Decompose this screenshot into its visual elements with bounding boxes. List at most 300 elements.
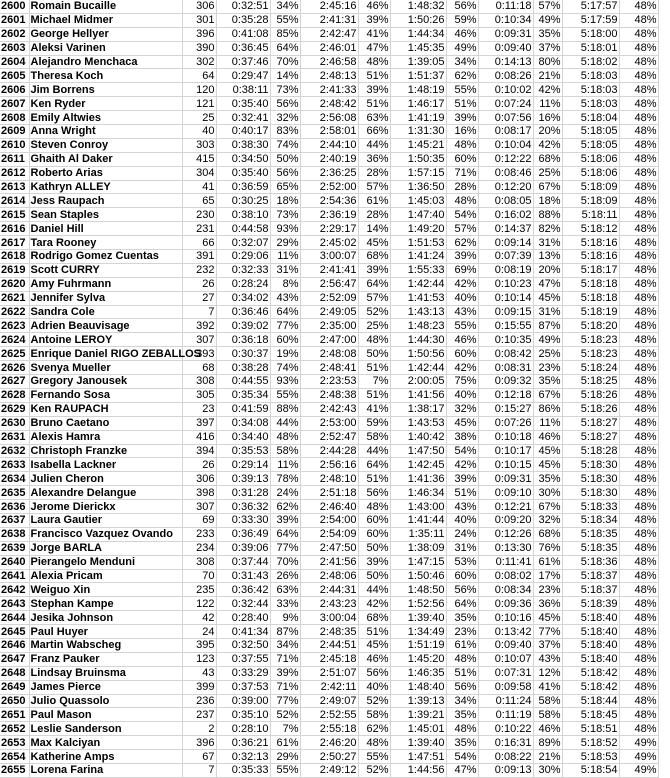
bike-pct-cell: 61% (358, 194, 390, 208)
total-time-cell: 5:18:37 (562, 583, 619, 597)
total-time-cell: 5:18:01 (562, 41, 619, 55)
bib-cell: 41 (182, 180, 216, 194)
bib-cell: 70 (182, 569, 216, 583)
total-time-cell: 5:18:16 (562, 250, 619, 264)
total-pct-cell: 48% (619, 250, 658, 264)
bike-pct-cell: 63% (358, 111, 390, 125)
rank-cell: 2601 (0, 13, 29, 27)
run-pct-cell: 47% (446, 763, 478, 777)
swim-pct-cell: 32% (270, 111, 300, 125)
total-time-cell: 5:18:05 (562, 125, 619, 139)
bike-time-cell: 2:48:10 (300, 472, 358, 486)
total-pct-cell: 48% (619, 375, 658, 389)
table-row (0, 513, 658, 527)
table-row (0, 486, 658, 500)
run-time-cell: 1:41:56 (390, 388, 446, 402)
name-cell: Alexis Hamra (29, 430, 182, 444)
bib-cell: 7 (182, 763, 216, 777)
total-pct-cell: 48% (619, 333, 658, 347)
bib-cell: 301 (182, 13, 216, 27)
total-pct-cell: 48% (619, 69, 658, 83)
swim-pct-cell: 31% (270, 263, 300, 277)
bike-time-cell: 2:44:31 (300, 583, 358, 597)
rank-cell: 2639 (0, 541, 29, 555)
transition-time-cell: 0:11:18 (478, 0, 533, 13)
table-row (0, 375, 658, 389)
swim-pct-cell: 77% (270, 694, 300, 708)
run-pct-cell: 39% (446, 250, 478, 264)
bike-time-cell: 2:23:53 (300, 375, 358, 389)
bib-cell: 396 (182, 736, 216, 750)
run-time-cell: 1:48:23 (390, 319, 446, 333)
total-pct-cell: 48% (619, 680, 658, 694)
bike-pct-cell: 50% (358, 541, 390, 555)
bike-time-cell: 2:43:23 (300, 597, 358, 611)
swim-time-cell: 0:39:06 (216, 541, 270, 555)
total-pct-cell: 48% (619, 555, 658, 569)
bike-pct-cell: 39% (358, 555, 390, 569)
transition-time-cell: 0:08:46 (478, 166, 533, 180)
run-pct-cell: 42% (446, 277, 478, 291)
swim-time-cell: 0:37:46 (216, 55, 270, 69)
swim-pct-cell: 18% (270, 194, 300, 208)
run-pct-cell: 54% (446, 208, 478, 222)
name-cell: Paul Mason (29, 708, 182, 722)
swim-time-cell: 0:35:40 (216, 97, 270, 111)
total-time-cell: 5:18:09 (562, 180, 619, 194)
swim-pct-cell: 78% (270, 472, 300, 486)
table-row (0, 250, 658, 264)
rank-cell: 2650 (0, 694, 29, 708)
swim-pct-cell: 93% (270, 375, 300, 389)
name-cell: Jess Raupach (29, 194, 182, 208)
table-row (0, 13, 658, 27)
swim-pct-cell: 61% (270, 736, 300, 750)
table-row (0, 347, 658, 361)
swim-pct-cell: 56% (270, 166, 300, 180)
total-pct-cell: 48% (619, 361, 658, 375)
swim-time-cell: 0:29:14 (216, 458, 270, 472)
run-time-cell: 1:46:35 (390, 666, 446, 680)
bike-pct-cell: 36% (358, 152, 390, 166)
bike-time-cell: 2:42:43 (300, 402, 358, 416)
bike-time-cell: 2:36:19 (300, 208, 358, 222)
total-time-cell: 5:18:42 (562, 666, 619, 680)
bike-time-cell: 2:46:01 (300, 41, 358, 55)
run-time-cell: 1:45:21 (390, 138, 446, 152)
transition-pct-cell: 13% (533, 250, 562, 264)
name-cell: Daniel Hill (29, 222, 182, 236)
transition-time-cell: 0:15:55 (478, 319, 533, 333)
transition-time-cell: 0:07:26 (478, 416, 533, 430)
bib-cell: 237 (182, 708, 216, 722)
transition-pct-cell: 86% (533, 402, 562, 416)
table-row (0, 416, 658, 430)
bike-pct-cell: 56% (358, 666, 390, 680)
bike-pct-cell: 39% (358, 13, 390, 27)
bike-pct-cell: 48% (358, 333, 390, 347)
swim-time-cell: 0:32:41 (216, 111, 270, 125)
swim-pct-cell: 50% (270, 152, 300, 166)
bib-cell: 25 (182, 111, 216, 125)
transition-time-cell: 0:07:24 (478, 97, 533, 111)
table-row (0, 666, 658, 680)
transition-pct-cell: 49% (533, 333, 562, 347)
swim-pct-cell: 70% (270, 55, 300, 69)
swim-time-cell: 0:44:55 (216, 375, 270, 389)
rank-cell: 2620 (0, 277, 29, 291)
run-time-cell: 1:43:13 (390, 305, 446, 319)
name-cell: Lindsay Bruinsma (29, 666, 182, 680)
rank-cell: 2649 (0, 680, 29, 694)
swim-time-cell: 0:36:45 (216, 41, 270, 55)
run-pct-cell: 46% (446, 27, 478, 41)
run-time-cell: 1:34:49 (390, 625, 446, 639)
transition-pct-cell: 18% (533, 194, 562, 208)
name-cell: Jim Borrens (29, 83, 182, 97)
swim-pct-cell: 77% (270, 319, 300, 333)
bike-time-cell: 2:41:41 (300, 263, 358, 277)
bib-cell: 26 (182, 458, 216, 472)
transition-time-cell: 0:09:15 (478, 305, 533, 319)
run-pct-cell: 55% (446, 319, 478, 333)
total-pct-cell: 48% (619, 208, 658, 222)
bib-cell: 308 (182, 375, 216, 389)
bib-cell: 23 (182, 402, 216, 416)
bike-pct-cell: 25% (358, 319, 390, 333)
bib-cell: 231 (182, 222, 216, 236)
name-cell: Ken Ryder (29, 97, 182, 111)
bike-time-cell: 2:51:07 (300, 666, 358, 680)
total-pct-cell: 49% (619, 736, 658, 750)
run-pct-cell: 31% (446, 541, 478, 555)
run-time-cell: 1:43:53 (390, 416, 446, 430)
transition-pct-cell: 67% (533, 180, 562, 194)
bike-pct-cell: 28% (358, 208, 390, 222)
total-pct-cell: 48% (619, 402, 658, 416)
bike-pct-cell: 58% (358, 430, 390, 444)
run-time-cell: 1:41:44 (390, 513, 446, 527)
table-row (0, 55, 658, 69)
table-row (0, 361, 658, 375)
swim-time-cell: 0:36:42 (216, 583, 270, 597)
bike-pct-cell: 47% (358, 41, 390, 55)
rank-cell: 2641 (0, 569, 29, 583)
total-pct-cell: 48% (619, 513, 658, 527)
name-cell: Katherine Amps (29, 750, 182, 764)
table-row (0, 138, 658, 152)
swim-pct-cell: 29% (270, 236, 300, 250)
transition-pct-cell: 45% (533, 458, 562, 472)
total-pct-cell: 48% (619, 166, 658, 180)
bike-pct-cell: 44% (358, 583, 390, 597)
transition-time-cell: 0:10:18 (478, 430, 533, 444)
name-cell: Enrique Daniel RIGO ZEBALLOS (30, 347, 202, 360)
name-cell: Michael Midmer (29, 13, 182, 27)
swim-time-cell: 0:28:40 (216, 611, 270, 625)
swim-pct-cell: 58% (270, 444, 300, 458)
swim-time-cell: 0:31:43 (216, 569, 270, 583)
swim-time-cell: 0:41:59 (216, 402, 270, 416)
total-pct-cell: 48% (619, 277, 658, 291)
swim-time-cell: 0:41:08 (216, 27, 270, 41)
run-pct-cell: 48% (446, 194, 478, 208)
bike-pct-cell: 52% (358, 763, 390, 777)
total-pct-cell: 48% (619, 611, 658, 625)
rank-cell: 2647 (0, 652, 29, 666)
bike-pct-cell: 39% (358, 263, 390, 277)
name-cell: Sean Staples (29, 208, 182, 222)
transition-time-cell: 0:09:31 (478, 27, 533, 41)
bib-cell: 64 (182, 69, 216, 83)
transition-time-cell: 0:08:26 (478, 69, 533, 83)
run-time-cell: 1:42:44 (390, 277, 446, 291)
bike-pct-cell: 50% (358, 569, 390, 583)
bike-pct-cell: 7% (358, 375, 390, 389)
name-cell: Roberto Arias (29, 166, 182, 180)
total-pct-cell: 48% (619, 222, 658, 236)
swim-time-cell: 0:34:08 (216, 416, 270, 430)
run-time-cell: 1:48:32 (390, 0, 446, 13)
table-row (0, 291, 658, 305)
transition-pct-cell: 42% (533, 83, 562, 97)
swim-time-cell: 0:36:59 (216, 180, 270, 194)
swim-time-cell: 0:28:10 (216, 722, 270, 736)
swim-time-cell: 0:30:37 (216, 347, 270, 361)
rank-cell: 2631 (0, 430, 29, 444)
total-time-cell: 5:18:20 (562, 319, 619, 333)
transition-time-cell: 0:08:34 (478, 583, 533, 597)
bike-pct-cell: 52% (358, 305, 390, 319)
total-time-cell: 5:18:25 (562, 375, 619, 389)
total-pct-cell: 48% (619, 291, 658, 305)
swim-time-cell: 0:36:46 (216, 305, 270, 319)
swim-pct-cell: 64% (270, 305, 300, 319)
transition-time-cell: 0:11:24 (478, 694, 533, 708)
transition-pct-cell: 23% (533, 583, 562, 597)
rank-cell: 2627 (0, 375, 29, 389)
rank-cell: 2608 (0, 111, 29, 125)
transition-pct-cell: 17% (533, 569, 562, 583)
transition-pct-cell: 88% (533, 208, 562, 222)
swim-pct-cell: 9% (270, 611, 300, 625)
bike-time-cell: 2:46:58 (300, 55, 358, 69)
bike-pct-cell: 46% (358, 0, 390, 13)
bike-pct-cell: 51% (358, 69, 390, 83)
name-cell: Francisco Vazquez Ovando (29, 527, 182, 541)
transition-pct-cell: 58% (533, 708, 562, 722)
swim-pct-cell: 14% (270, 69, 300, 83)
bike-time-cell: 2:44:28 (300, 444, 358, 458)
run-pct-cell: 56% (446, 583, 478, 597)
table-row (0, 430, 658, 444)
total-pct-cell: 49% (619, 763, 658, 777)
swim-pct-cell: 71% (270, 652, 300, 666)
transition-pct-cell: 67% (533, 500, 562, 514)
rank-cell: 2611 (0, 152, 29, 166)
transition-pct-cell: 68% (533, 527, 562, 541)
bib-cell: 416 (182, 430, 216, 444)
transition-pct-cell: 57% (533, 0, 562, 13)
run-pct-cell: 51% (446, 666, 478, 680)
run-time-cell: 1:52:56 (390, 597, 446, 611)
total-time-cell: 5:18:44 (562, 694, 619, 708)
table-row (0, 611, 658, 625)
bike-pct-cell: 45% (358, 236, 390, 250)
bike-time-cell: 2:52:00 (300, 180, 358, 194)
bib-cell: 307 (182, 500, 216, 514)
bike-pct-cell: 42% (358, 597, 390, 611)
transition-pct-cell: 46% (533, 722, 562, 736)
run-pct-cell: 40% (446, 513, 478, 527)
table-row (0, 458, 658, 472)
total-time-cell: 5:18:06 (562, 152, 619, 166)
swim-time-cell: 0:41:34 (216, 625, 270, 639)
total-pct-cell: 48% (619, 472, 658, 486)
swim-pct-cell: 71% (270, 680, 300, 694)
bike-pct-cell: 51% (358, 625, 390, 639)
transition-time-cell: 0:07:39 (478, 250, 533, 264)
run-time-cell: 1:51:19 (390, 638, 446, 652)
total-time-cell: 5:18:27 (562, 416, 619, 430)
transition-pct-cell: 25% (533, 347, 562, 361)
total-time-cell: 5:18:35 (562, 527, 619, 541)
transition-pct-cell: 36% (533, 597, 562, 611)
table-row (0, 41, 658, 55)
total-time-cell: 5:18:23 (562, 333, 619, 347)
bib-cell: 395 (182, 638, 216, 652)
total-time-cell: 5:18:37 (562, 569, 619, 583)
rank-cell: 2625 (0, 347, 29, 361)
total-pct-cell: 48% (619, 638, 658, 652)
total-time-cell: 5:18:05 (562, 138, 619, 152)
name-cell: Stephan Kampe (29, 597, 182, 611)
rank-cell: 2636 (0, 500, 29, 514)
swim-pct-cell: 33% (270, 597, 300, 611)
transition-pct-cell: 42% (533, 138, 562, 152)
bike-pct-cell: 59% (358, 416, 390, 430)
transition-time-cell: 0:12:18 (478, 388, 533, 402)
rank-cell: 2646 (0, 638, 29, 652)
bike-time-cell: 2:41:31 (300, 13, 358, 27)
bike-pct-cell: 55% (358, 750, 390, 764)
run-time-cell: 1:43:00 (390, 500, 446, 514)
transition-pct-cell: 12% (533, 666, 562, 680)
transition-time-cell: 0:16:02 (478, 208, 533, 222)
bike-pct-cell: 51% (358, 472, 390, 486)
run-pct-cell: 35% (446, 611, 478, 625)
bike-time-cell: 2:35:00 (300, 319, 358, 333)
rank-cell: 2606 (0, 83, 29, 97)
swim-time-cell: 0:29:06 (216, 250, 270, 264)
bib-cell: 2 (182, 722, 216, 736)
swim-time-cell: 0:35:28 (216, 13, 270, 27)
swim-time-cell: 0:38:30 (216, 138, 270, 152)
run-pct-cell: 34% (446, 55, 478, 69)
bike-pct-cell: 62% (358, 722, 390, 736)
total-time-cell: 5:18:03 (562, 69, 619, 83)
run-pct-cell: 64% (446, 597, 478, 611)
total-pct-cell: 48% (619, 500, 658, 514)
transition-time-cell: 0:10:34 (478, 13, 533, 27)
swim-time-cell: 0:35:40 (216, 166, 270, 180)
bike-time-cell: 2:45:18 (300, 652, 358, 666)
transition-pct-cell: 87% (533, 319, 562, 333)
run-time-cell: 1:47:15 (390, 555, 446, 569)
table-row (0, 583, 658, 597)
bike-pct-cell: 14% (358, 222, 390, 236)
bike-pct-cell: 68% (358, 250, 390, 264)
swim-pct-cell: 26% (270, 569, 300, 583)
run-time-cell: 1:49:20 (390, 222, 446, 236)
transition-pct-cell: 16% (533, 111, 562, 125)
bike-time-cell: 2:29:17 (300, 222, 358, 236)
run-pct-cell: 35% (446, 736, 478, 750)
bib-cell: 304 (182, 166, 216, 180)
table-row (0, 152, 658, 166)
total-pct-cell: 48% (619, 597, 658, 611)
total-time-cell: 5:18:24 (562, 361, 619, 375)
name-cell: Julien Cheron (29, 472, 182, 486)
transition-time-cell: 0:09:40 (478, 638, 533, 652)
bib-cell: 398 (182, 486, 216, 500)
swim-pct-cell: 64% (270, 527, 300, 541)
total-pct-cell: 48% (619, 13, 658, 27)
transition-pct-cell: 11% (533, 97, 562, 111)
transition-time-cell: 0:08:05 (478, 194, 533, 208)
total-pct-cell: 48% (619, 236, 658, 250)
run-time-cell: 1:50:35 (390, 152, 446, 166)
transition-pct-cell: 35% (533, 375, 562, 389)
name-cell: Gregory Janousek (29, 375, 182, 389)
name-cell: Max Kalciyan (29, 736, 182, 750)
run-pct-cell: 60% (446, 347, 478, 361)
table-row (0, 472, 658, 486)
total-pct-cell: 48% (619, 152, 658, 166)
total-time-cell: 5:18:45 (562, 708, 619, 722)
transition-time-cell: 0:10:02 (478, 83, 533, 97)
bib-cell: 392 (182, 319, 216, 333)
run-time-cell: 1:41:19 (390, 111, 446, 125)
run-time-cell: 1:45:03 (390, 194, 446, 208)
transition-pct-cell: 25% (533, 166, 562, 180)
rank-cell: 2652 (0, 722, 29, 736)
name-cell: Alexia Pricam (29, 569, 182, 583)
bib-cell: 390 (182, 41, 216, 55)
total-time-cell: 5:18:23 (562, 347, 619, 361)
bike-time-cell: 2:54:09 (300, 527, 358, 541)
swim-pct-cell: 55% (270, 388, 300, 402)
table-row (0, 750, 658, 764)
run-time-cell: 1:48:19 (390, 83, 446, 97)
bib-cell: 120 (182, 83, 216, 97)
transition-pct-cell: 67% (533, 388, 562, 402)
swim-time-cell: 0:36:18 (216, 333, 270, 347)
swim-time-cell: 0:29:47 (216, 69, 270, 83)
table-row (0, 0, 658, 13)
run-time-cell: 1:48:50 (390, 583, 446, 597)
run-time-cell: 2:00:05 (390, 375, 446, 389)
run-pct-cell: 51% (446, 486, 478, 500)
run-pct-cell: 54% (446, 444, 478, 458)
table-row (0, 625, 658, 639)
rank-cell: 2640 (0, 555, 29, 569)
table-row (0, 180, 658, 194)
bib-cell: 26 (182, 277, 216, 291)
total-pct-cell: 48% (619, 569, 658, 583)
run-pct-cell: 49% (446, 41, 478, 55)
run-time-cell: 1:46:34 (390, 486, 446, 500)
